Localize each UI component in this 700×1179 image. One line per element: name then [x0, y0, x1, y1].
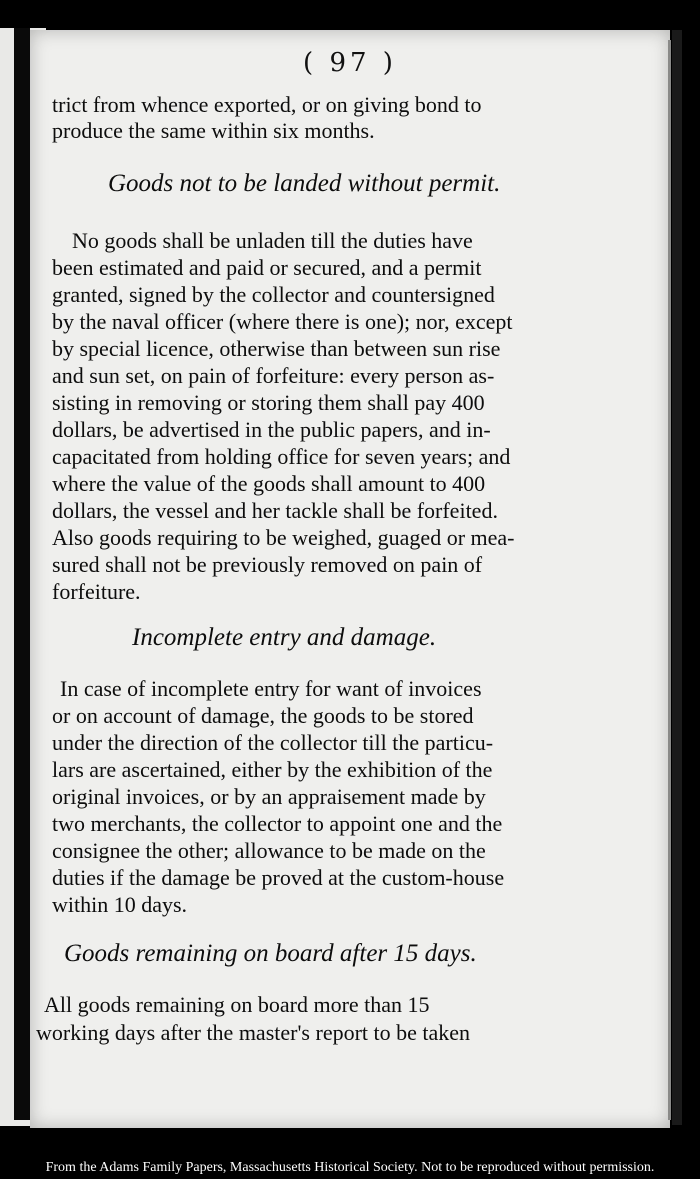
text-line: by the naval officer (where there is one); nor, except: [52, 309, 513, 334]
text-line: No goods shall be unladen till the duties have: [72, 228, 473, 253]
text-line: forfeiture.: [52, 579, 141, 604]
page-edge-shadow: [672, 30, 682, 1125]
text-line: produce the same within six months.: [52, 118, 375, 143]
text-line: where the value of the goods shall amount to 400: [52, 471, 486, 496]
text-line: All goods remaining on board more than 15: [44, 992, 430, 1017]
text-line: In case of incomplete entry for want of invoices: [60, 676, 482, 701]
text-line: original invoices, or by an appraisement made by: [52, 784, 486, 809]
text-line: or on account of damage, the goods to be stored: [52, 703, 474, 728]
text-line: lars are ascertained, either by the exhibition of the: [52, 757, 493, 782]
text-line: capacitated from holding office for seven years; and: [52, 444, 511, 469]
page-edge: [668, 40, 671, 1120]
text-line: within 10 days.: [52, 892, 188, 917]
text-line: sisting in removing or storing them shall pay 400: [52, 390, 485, 415]
copyright-footer: From the Adams Family Papers, Massachusetts Historical Society. Not to be reproduced without permission.: [45, 1160, 655, 1175]
text-line: been estimated and paid or secured, and a permit: [52, 255, 482, 280]
text-line: and sun set, on pain of forfeiture: every person as-: [52, 363, 495, 388]
text-line: granted, signed by the collector and countersigned: [52, 282, 495, 307]
text-line: sured shall not be previously removed on pain of: [52, 552, 483, 577]
text-line: working days after the master's report to be taken: [36, 1020, 471, 1045]
text-line: two merchants, the collector to appoint one and the: [52, 811, 503, 836]
text-line: consignee the other; allowance to be made on the: [52, 838, 486, 863]
text-line: duties if the damage be proved at the custom-house: [52, 865, 505, 890]
section-heading: Goods remaining on board after 15 days.: [64, 940, 477, 967]
section-heading: Incomplete entry and damage.: [132, 624, 437, 651]
section-heading: Goods not to be landed without permit.: [108, 170, 501, 197]
page-number: ( 97 ): [303, 48, 397, 78]
text-line: dollars, the vessel and her tackle shall be forfeited.: [52, 498, 498, 523]
text-line: dollars, be advertised in the public papers, and in-: [52, 417, 491, 442]
text-line: trict from whence exported, or on giving bond to: [52, 92, 482, 117]
text-line: by special licence, otherwise than between sun rise: [52, 336, 501, 361]
book-page: [30, 30, 670, 1128]
text-line: Also goods requiring to be weighed, guaged or mea-: [52, 525, 515, 550]
text-line: under the direction of the collector till the particu-: [52, 730, 494, 755]
book-gutter: [14, 28, 30, 1120]
